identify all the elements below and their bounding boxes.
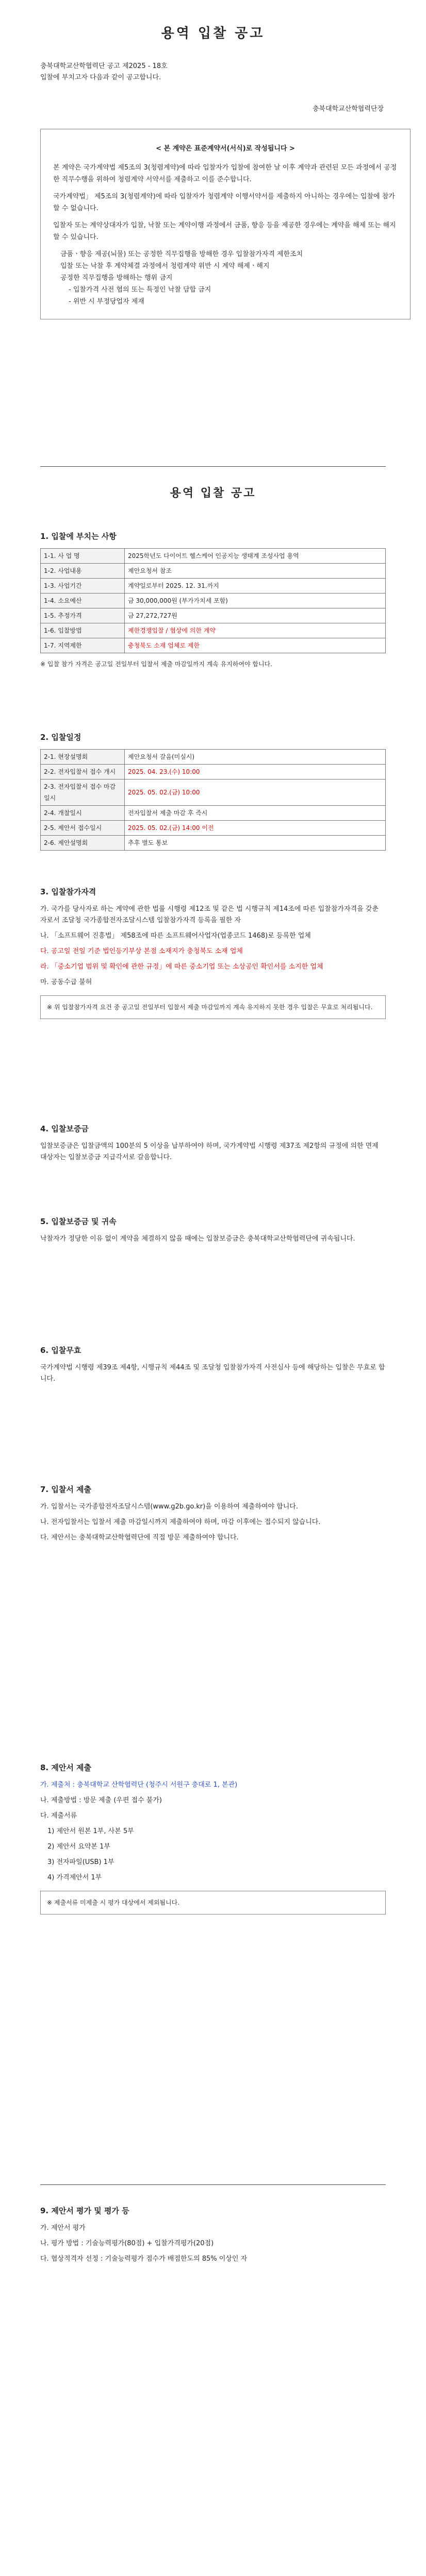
section-heading: 8. 제안서 제출 [40, 1763, 92, 1772]
table-key: 2-1. 현장설명회 [41, 750, 125, 765]
table-row [41, 836, 386, 851]
table-key: 2-5. 제안서 접수일시 [41, 821, 125, 836]
section-heading: 9. 제안서 평가 및 평가 등 [40, 2206, 129, 2215]
table-key: 2-6. 제안설명회 [41, 836, 125, 851]
paragraph: 국가계약법 시행령 제39조 제4항, 시행규칙 제44조 및 조달청 입찰참가자격 사전심사 등에 해당하는 입찰은 무효로 합니다. [40, 1364, 385, 1383]
table-value: 금 30,000,000원 (부가가치세 포함) [125, 594, 386, 608]
table-value: 전자입찰서 제출 마감 후 즉시 [125, 806, 386, 821]
paragraph: 나. 「소프트웨어 진흥법」 제58조에 따른 소프트웨어사업자(업종코드 1468)로 등록한 업체 [40, 932, 311, 940]
schedule-table [40, 749, 386, 851]
submission-note-box: ※ 제출서류 미제출 시 평가 대상에서 제외됩니다. [40, 1891, 386, 1914]
section-heading: 3. 입찰참가자격 [40, 887, 96, 896]
table-value: 2025. 05. 02.(금) 10:00 [125, 779, 386, 806]
notice-paragraph: 입찰자 또는 계약상대자가 입찰, 낙찰 또는 계약이행 과정에서 금품, 향응 등을 제공한 경우에는 계약을 해제 또는 해지할 수 있습니다. [53, 222, 396, 241]
paragraph: 나. 평가 방법 : 기술능력평가(80점) + 입찰가격평가(20점) [40, 2240, 214, 2247]
table-row [41, 779, 386, 806]
table-row [41, 594, 386, 608]
section-eligibility [40, 886, 386, 1019]
section-deposit [40, 1123, 386, 1167]
table-value: 2025. 04. 23.(수) 10:00 [125, 765, 386, 779]
section-proposal-submission [40, 1762, 386, 1914]
table-value: 제한경쟁입찰 / 협상에 의한 계약 [125, 623, 386, 638]
table-row [41, 608, 386, 623]
table-row [41, 564, 386, 579]
notice-sub-item: - 입찰가격 사전 협의 또는 특정인 낙찰 담합 금지 [69, 286, 211, 294]
paragraph: 낙찰자가 정당한 이유 없이 계약을 체결하지 않을 때에는 입찰보증금은 충북대학교산학협력단에 귀속됩니다. [40, 1235, 355, 1243]
notice-box-title: < 본 계약은 표준계약서(서식)로 작성됩니다 > [156, 145, 295, 152]
table-key: 1-2. 사업내용 [41, 564, 125, 579]
paragraph: 다. 제출서류 [40, 1812, 77, 1820]
paragraph: 4) 가격제안서 1부 [47, 1874, 102, 1882]
page-title: 용역 입찰 공고 [161, 26, 265, 41]
table-value: 추후 별도 통보 [125, 836, 386, 851]
section-heading: 2. 입찰일정 [40, 733, 81, 742]
paragraph: 입찰보증금은 입찰금액의 100분의 5 이상을 납부하여야 하며, 국가계약법 시행령 제37조 제2항의 규정에 의한 면제 대상자는 입찰보증금 지급각서로 갈음합니다. [40, 1142, 379, 1161]
table-row [41, 750, 386, 765]
table-key: 1-3. 사업기간 [41, 579, 125, 594]
paragraph: 가. 입찰서는 국가종합전자조달시스템(www.g2b.go.kr)을 이용하여 제출하여야 합니다. [40, 1503, 298, 1511]
section-heading: 7. 입찰서 제출 [40, 1485, 92, 1494]
section-heading: 4. 입찰보증금 [40, 1124, 89, 1133]
table-key: 1-4. 소요예산 [41, 594, 125, 608]
paragraph: 나. 전자입찰서는 입찰서 제출 마감일시까지 제출하여야 하며, 마감 이후에는 접수되지 않습니다. [40, 1518, 321, 1526]
section-note: ※ 입찰 참가 자격은 공고일 전일부터 입찰서 제출 마감일까지 계속 유지하여야 합니다. [40, 660, 272, 668]
table-row [41, 765, 386, 779]
subject-line: 입찰에 부치고자 다음과 같이 공고합니다. [40, 74, 161, 81]
table-value: 금 27,272,727원 [125, 608, 386, 623]
table-value: 계약일로부터 2025. 12. 31.까지 [125, 579, 386, 594]
section-bid-items [40, 531, 386, 670]
paragraph: 1) 제안서 원본 1부, 사본 5부 [47, 1827, 134, 1835]
paragraph: 나. 제출방법 : 방문 제출 (우편 접수 불가) [40, 1797, 162, 1804]
notice-bullet: 금품ㆍ향응 제공(뇌물) 또는 공정한 직무집행을 방해한 경우 입찰참가자격 제한조치 [60, 250, 303, 258]
notice-bullet: 입찰 또는 낙찰 후 계약체결 과정에서 청렴계약 위반 시 계약 해제ㆍ해지 [60, 262, 270, 270]
table-key: 2-2. 전자입찰서 접수 개시 [41, 765, 125, 779]
section-deposit-attribution [40, 1216, 386, 1249]
table-value: 2025학년도 다이어트 헬스케어 인공지능 생태계 조성사업 용역 [125, 549, 386, 564]
table-key: 1-7. 지역제한 [41, 638, 125, 653]
table-key: 2-3. 전자입찰서 접수 마감일시 [41, 779, 125, 806]
table-value: 2025. 05. 02.(금) 14:00 이전 [125, 821, 386, 836]
paragraph: 다. 제안서는 충북대학교산학협력단에 직접 방문 제출하여야 합니다. [40, 1534, 239, 1541]
section-schedule [40, 732, 386, 851]
section-heading: 1. 입찰에 부치는 사항 [40, 532, 117, 541]
paragraph: 3) 전자파일(USB) 1부 [47, 1858, 114, 1866]
table-value: 충청북도 소재 업체로 제한 [125, 638, 386, 653]
paragraph: 가. 제안서 평가 [40, 2224, 86, 2232]
document-title: 용역 입찰 공고 [170, 487, 256, 500]
divider [40, 2184, 386, 2185]
paragraph: 다. 협상적격자 선정 : 기술능력평가 점수가 배점한도의 85% 이상인 자 [40, 2255, 248, 2263]
eligibility-note-box: ※ 위 입찰참가자격 요건 중 공고일 전일부터 입찰서 제출 마감일까지 계속 유지하지 못한 경우 입찰은 무효로 처리됩니다. [40, 995, 386, 1019]
bid-items-table [40, 548, 386, 653]
divider [40, 466, 386, 467]
section-invalid-bids [40, 1345, 386, 1389]
notice-sub-item: - 위반 시 부정당업자 제재 [69, 298, 144, 306]
table-row [41, 638, 386, 653]
section-heading: 5. 입찰보증금 및 귀속 [40, 1217, 117, 1226]
table-row [41, 623, 386, 638]
notice-paragraph: 국가계약법」 제5조의 3(청렴계약)에 따라 입찰자가 청렴계약 이행서약서를 제출하지 아니하는 경우에는 입찰에 참가할 수 없습니다. [53, 193, 395, 212]
table-row [41, 549, 386, 564]
paragraph: 2) 제안서 요약본 1부 [47, 1843, 110, 1851]
table-key: 1-6. 입찰방법 [41, 623, 125, 638]
table-row [41, 579, 386, 594]
notice-bullet: 공정한 직무집행을 방해하는 행위 금지 [60, 274, 173, 282]
section-evaluation [40, 2205, 386, 2269]
table-row [41, 806, 386, 821]
paragraph: 마. 공동수급 불허 [40, 978, 92, 986]
table-key: 1-5. 추정가격 [41, 608, 125, 623]
paragraph: 라. 「중소기업 범위 및 확인에 관한 규정」에 따른 중소기업 또는 소상공인 확인서를 소지한 업체 [40, 963, 323, 971]
integrity-notice-box [40, 129, 411, 319]
table-row [41, 821, 386, 836]
paragraph: 가. 제출처 : 충북대학교 산학협력단 (청주시 서원구 충대로 1, 본관) [40, 1781, 238, 1789]
notice-paragraph: 본 계약은 국가계약법 제5조의 3(청렴계약)에 따라 입찰자가 입찰에 참여한 날 이후 계약과 관련된 모든 과정에서 공정한 직무수행을 위하여 청렴계약 서약서를 제출하고 이를 준수합니다. [53, 164, 397, 183]
paragraph: 가. 국가를 당사자로 하는 계약에 관한 법률 시행령 제12조 및 같은 법 시행규칙 제14조에 따른 입찰참가자격을 갖춘 자로서 조달청 국가종합전자조달시스템 입찰참가자격 등록을 필한 자 [40, 905, 379, 924]
table-value: 제안요청서 갈음(미실시) [125, 750, 386, 765]
table-value: 제안요청서 참조 [125, 564, 386, 579]
table-key: 2-4. 개찰일시 [41, 806, 125, 821]
section-heading: 6. 입찰무효 [40, 1346, 81, 1355]
section-bid-submission [40, 1484, 386, 1548]
notice-number: 충북대학교산학협력단 공고 제2025 - 18호 [40, 62, 168, 70]
table-key: 1-1. 사 업 명 [41, 549, 125, 564]
issuer: 충북대학교산학협력단장 [312, 105, 384, 113]
paragraph: 다. 공고일 전일 기준 법인등기부상 본점 소재지가 충청북도 소재 업체 [40, 947, 243, 955]
